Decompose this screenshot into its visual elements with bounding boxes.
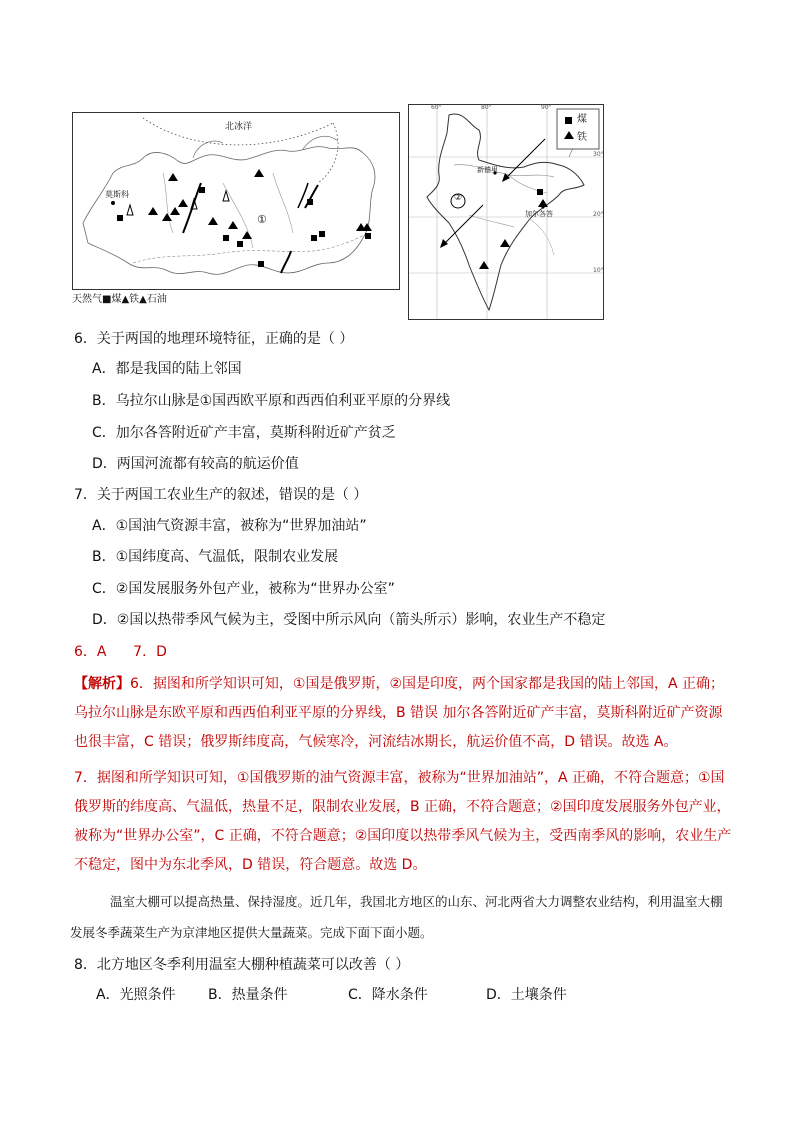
q8-option-a: A．光照条件	[96, 987, 176, 1003]
arctic-ocean-label: 北冰洋	[225, 122, 253, 132]
analysis-q6	[74, 670, 734, 757]
russia-map	[72, 112, 400, 290]
moscow-label: 莫斯科	[105, 190, 129, 199]
q7-option-c: C．②国发展服务外包产业，被称为“世界办公室”	[92, 581, 395, 597]
q6-option-c: C．加尔各答附近矿产丰富，莫斯科附近矿产贫乏	[92, 425, 396, 441]
q8-option-c: C．降水条件	[348, 987, 428, 1003]
q7-option-a: A．①国油气资源丰富，被称为“世界加油站”	[92, 518, 367, 534]
russia-legend-text: 天然气■煤▲铁▲石油	[72, 294, 167, 305]
kolkata-label: 加尔各答	[525, 210, 553, 218]
india-legend-coal-label: 煤	[577, 114, 587, 125]
q6-option-a: A．都是我国的陆上邻国	[92, 361, 242, 377]
q7-option-d: D．②国以热带季风气候为主，受图中所示风向（箭头所示）影响，农业生产不稳定	[92, 612, 606, 628]
russia-map-graphic	[73, 113, 399, 289]
analysis-q6-text: 6．据图和所学知识可知，①国是俄罗斯，②国是印度，两个国家都是我国的陆上邻国，A 正确；乌拉尔山脉是东欧平原和西西伯利亚平原的分界线，B 错误 加尔各答附近矿产丰富，莫斯科附近矿产资源也很丰富，C 错误；俄罗斯纬度高，气候寒冷，河流结冰期长，航运价值不高，D 错误。故选 A。	[74, 676, 725, 750]
lat-label-3: 10°	[593, 267, 604, 274]
lon-label-2: 80°	[481, 104, 492, 111]
q7-stem: 7．关于两国工农业生产的叙述，错误的是（ ）	[74, 487, 368, 503]
analysis-tag: 【解析】	[74, 676, 130, 692]
delhi-label: 新德里	[477, 166, 498, 174]
q6-option-d: D．两国河流都有较高的航运价值	[92, 456, 299, 472]
country-1-label: ①	[257, 213, 267, 226]
lon-label-3: 90°	[541, 104, 552, 111]
lat-label-2: 20°	[593, 211, 604, 218]
q8-option-d: D．土壤条件	[486, 987, 567, 1003]
q6-stem: 6．关于两国的地理环境特征，正确的是（ ）	[74, 331, 354, 347]
answer-key: 6．A 7．D	[74, 644, 167, 660]
q7-option-b: B．①国纬度高、气温低，限制农业发展	[92, 549, 339, 565]
q8-option-b: B．热量条件	[208, 987, 288, 1003]
lon-label-1: 60°	[431, 104, 442, 111]
lat-label-1: 30°	[593, 151, 604, 158]
q6-option-b: B．乌拉尔山脉是①国西欧平原和西西伯利亚平原的分界线	[92, 393, 451, 409]
analysis-q7: 7．据图和所学知识可知，①国俄罗斯的油气资源丰富，被称为“世界加油站”，A 正确，不符合题意；①国俄罗斯的纬度高、气温低，热量不足，限制农业发展，B 正确，不符合题意；②国印度发展服务外包产业，被称为“世界办公室”，C 正确，不符合题意；②国印度以热带季风气候为主，受西南季风的影响，农业生产不稳定，图中为东北季风，D 错误，符合题意。故选 D。	[74, 770, 732, 873]
india-legend-iron-label: 铁	[577, 132, 587, 143]
passage-intro	[70, 886, 730, 948]
passage-intro-text: 温室大棚可以提高热量、保持湿度。近几年，我国北方地区的山东、河北两省大力调整农业结构，利用温室大棚发展冬季蔬菜生产为京津地区提供大量蔬菜。完成下面下面小题。	[70, 894, 723, 940]
country-2-label: ②	[454, 193, 463, 203]
q8-stem: 8．北方地区冬季利用温室大棚种植蔬菜可以改善（ ）	[74, 957, 410, 973]
india-map-graphic	[409, 105, 603, 319]
russia-legend	[72, 290, 167, 305]
india-map	[408, 104, 604, 320]
